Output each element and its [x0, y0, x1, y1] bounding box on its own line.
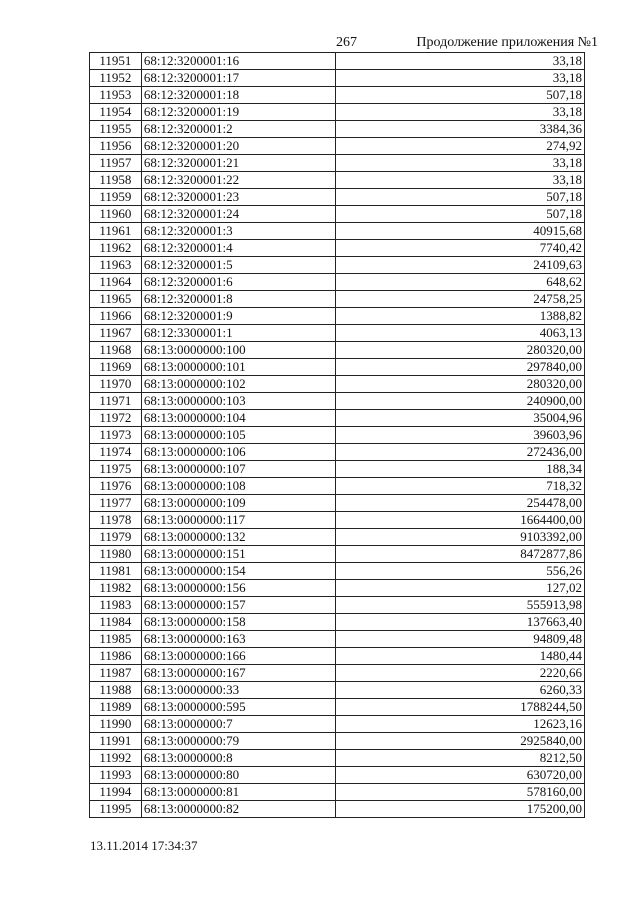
cadastral-number: 68:13:0000000:163: [141, 631, 335, 648]
cadastral-value: 2220,66: [335, 665, 584, 682]
cadastral-value: 35004,96: [335, 410, 584, 427]
row-number: 11975: [90, 461, 142, 478]
cadastral-value: 1664400,00: [335, 512, 584, 529]
cadastral-value: 272436,00: [335, 444, 584, 461]
cadastral-number: 68:12:3200001:3: [141, 223, 335, 240]
cadastral-value: 274,92: [335, 138, 584, 155]
cadastral-number: 68:13:0000000:101: [141, 359, 335, 376]
row-number: 11965: [90, 291, 142, 308]
table-row: [90, 682, 585, 699]
table-row: [90, 291, 585, 308]
cadastral-value: 555913,98: [335, 597, 584, 614]
table-row: [90, 410, 585, 427]
cadastral-number: 68:12:3200001:2: [141, 121, 335, 138]
cadastral-number: 68:12:3200001:17: [141, 70, 335, 87]
table-row: [90, 359, 585, 376]
cadastral-number: 68:13:0000000:81: [141, 784, 335, 801]
row-number: 11959: [90, 189, 142, 206]
cadastral-value: 507,18: [335, 206, 584, 223]
cadastral-number: 68:13:0000000:82: [141, 801, 335, 818]
cadastral-value: 24758,25: [335, 291, 584, 308]
table-row: [90, 53, 585, 70]
appendix-title: Продолжение приложения №1: [416, 35, 598, 50]
cadastral-number: 68:13:0000000:117: [141, 512, 335, 529]
cadastral-value: 33,18: [335, 70, 584, 87]
cadastral-number: 68:12:3200001:18: [141, 87, 335, 104]
row-number: 11972: [90, 410, 142, 427]
table-row: [90, 325, 585, 342]
table-row: [90, 342, 585, 359]
cadastral-number: 68:13:0000000:106: [141, 444, 335, 461]
row-number: 11989: [90, 699, 142, 716]
table-row: [90, 376, 585, 393]
cadastral-number: 68:13:0000000:132: [141, 529, 335, 546]
table-row: [90, 512, 585, 529]
row-number: 11954: [90, 104, 142, 121]
table-row: [90, 750, 585, 767]
row-number: 11963: [90, 257, 142, 274]
table-row: [90, 104, 585, 121]
cadastral-value: 297840,00: [335, 359, 584, 376]
table-row: [90, 546, 585, 563]
table-row: [90, 172, 585, 189]
row-number: 11978: [90, 512, 142, 529]
cadastral-number: 68:12:3200001:9: [141, 308, 335, 325]
row-number: 11995: [90, 801, 142, 818]
cadastral-value: 40915,68: [335, 223, 584, 240]
cadastral-value: 12623,16: [335, 716, 584, 733]
page-number: 267: [336, 35, 357, 50]
cadastral-number: 68:13:0000000:33: [141, 682, 335, 699]
table-row: [90, 274, 585, 291]
cadastral-number: 68:13:0000000:157: [141, 597, 335, 614]
row-number: 11955: [90, 121, 142, 138]
cadastral-number: 68:13:0000000:109: [141, 495, 335, 512]
row-number: 11984: [90, 614, 142, 631]
table-row: [90, 801, 585, 818]
cadastral-value: 33,18: [335, 53, 584, 70]
cadastral-value: 3384,36: [335, 121, 584, 138]
cadastral-number: 68:13:0000000:156: [141, 580, 335, 597]
cadastral-number: 68:13:0000000:80: [141, 767, 335, 784]
table-row: [90, 665, 585, 682]
table-row: [90, 631, 585, 648]
cadastral-value: 7740,42: [335, 240, 584, 257]
table-row: [90, 70, 585, 87]
cadastral-number: 68:12:3200001:24: [141, 206, 335, 223]
row-number: 11987: [90, 665, 142, 682]
cadastral-number: 68:12:3200001:16: [141, 53, 335, 70]
cadastral-value: 94809,48: [335, 631, 584, 648]
table-row: [90, 784, 585, 801]
row-number: 11952: [90, 70, 142, 87]
table-row: [90, 733, 585, 750]
cadastral-number: 68:12:3200001:22: [141, 172, 335, 189]
row-number: 11986: [90, 648, 142, 665]
row-number: 11966: [90, 308, 142, 325]
row-number: 11980: [90, 546, 142, 563]
table-row: [90, 393, 585, 410]
row-number: 11977: [90, 495, 142, 512]
row-number: 11968: [90, 342, 142, 359]
table-row: [90, 495, 585, 512]
row-number: 11970: [90, 376, 142, 393]
table-row: [90, 206, 585, 223]
table-row: [90, 240, 585, 257]
row-number: 11964: [90, 274, 142, 291]
cadastral-number: 68:12:3200001:4: [141, 240, 335, 257]
cadastral-number: 68:12:3200001:5: [141, 257, 335, 274]
cadastral-value: 280320,00: [335, 342, 584, 359]
table-row: [90, 223, 585, 240]
cadastral-number: 68:13:0000000:158: [141, 614, 335, 631]
row-number: 11982: [90, 580, 142, 597]
cadastral-number: 68:13:0000000:107: [141, 461, 335, 478]
table-row: [90, 121, 585, 138]
cadastral-value: 630720,00: [335, 767, 584, 784]
row-number: 11973: [90, 427, 142, 444]
cadastral-value: 254478,00: [335, 495, 584, 512]
row-number: 11992: [90, 750, 142, 767]
row-number: 11953: [90, 87, 142, 104]
table-row: [90, 614, 585, 631]
cadastral-number: 68:12:3200001:19: [141, 104, 335, 121]
cadastral-value: 1480,44: [335, 648, 584, 665]
cadastral-value: 718,32: [335, 478, 584, 495]
row-number: 11990: [90, 716, 142, 733]
table-row: [90, 189, 585, 206]
cadastral-number: 68:13:0000000:595: [141, 699, 335, 716]
cadastral-number: 68:12:3300001:1: [141, 325, 335, 342]
cadastral-value: 648,62: [335, 274, 584, 291]
table-row: [90, 699, 585, 716]
cadastral-number: 68:12:3200001:20: [141, 138, 335, 155]
table-row: [90, 461, 585, 478]
row-number: 11969: [90, 359, 142, 376]
row-number: 11951: [90, 53, 142, 70]
row-number: 11962: [90, 240, 142, 257]
row-number: 11988: [90, 682, 142, 699]
row-number: 11960: [90, 206, 142, 223]
cadastral-value: 8212,50: [335, 750, 584, 767]
cadastral-value: 1388,82: [335, 308, 584, 325]
cadastral-value: 9103392,00: [335, 529, 584, 546]
cadastral-number: 68:13:0000000:79: [141, 733, 335, 750]
cadastral-value: 556,26: [335, 563, 584, 580]
cadastral-value: 39603,96: [335, 427, 584, 444]
cadastral-value: 127,02: [335, 580, 584, 597]
row-number: 11981: [90, 563, 142, 580]
cadastral-number: 68:13:0000000:8: [141, 750, 335, 767]
table-row: [90, 478, 585, 495]
table-row: [90, 308, 585, 325]
table-row: [90, 563, 585, 580]
cadastral-value: 578160,00: [335, 784, 584, 801]
cadastral-number: 68:13:0000000:100: [141, 342, 335, 359]
row-number: 11979: [90, 529, 142, 546]
cadastral-number: 68:13:0000000:7: [141, 716, 335, 733]
cadastral-value: 188,34: [335, 461, 584, 478]
table-row: [90, 580, 585, 597]
row-number: 11961: [90, 223, 142, 240]
table-row: [90, 767, 585, 784]
cadastral-value-table: [89, 52, 585, 818]
cadastral-number: 68:12:3200001:23: [141, 189, 335, 206]
cadastral-value: 175200,00: [335, 801, 584, 818]
row-number: 11974: [90, 444, 142, 461]
cadastral-value: 137663,40: [335, 614, 584, 631]
cadastral-value: 4063,13: [335, 325, 584, 342]
table-row: [90, 87, 585, 104]
cadastral-value: 2925840,00: [335, 733, 584, 750]
row-number: 11958: [90, 172, 142, 189]
cadastral-number: 68:13:0000000:167: [141, 665, 335, 682]
table-row: [90, 648, 585, 665]
table-row: [90, 444, 585, 461]
cadastral-value: 24109,63: [335, 257, 584, 274]
cadastral-number: 68:13:0000000:104: [141, 410, 335, 427]
row-number: 11991: [90, 733, 142, 750]
row-number: 11983: [90, 597, 142, 614]
cadastral-number: 68:13:0000000:166: [141, 648, 335, 665]
cadastral-number: 68:13:0000000:108: [141, 478, 335, 495]
row-number: 11967: [90, 325, 142, 342]
cadastral-number: 68:13:0000000:103: [141, 393, 335, 410]
row-number: 11956: [90, 138, 142, 155]
cadastral-value: 6260,33: [335, 682, 584, 699]
cadastral-number: 68:13:0000000:105: [141, 427, 335, 444]
table-row: [90, 716, 585, 733]
table-row: [90, 257, 585, 274]
row-number: 11994: [90, 784, 142, 801]
table-row: [90, 138, 585, 155]
row-number: 11993: [90, 767, 142, 784]
cadastral-value: 280320,00: [335, 376, 584, 393]
cadastral-value: 507,18: [335, 189, 584, 206]
cadastral-value: 8472877,86: [335, 546, 584, 563]
cadastral-number: 68:12:3200001:6: [141, 274, 335, 291]
cadastral-value: 33,18: [335, 104, 584, 121]
table-row: [90, 529, 585, 546]
row-number: 11971: [90, 393, 142, 410]
table-body: [90, 53, 585, 818]
print-timestamp: 13.11.2014 17:34:37: [90, 838, 198, 853]
cadastral-number: 68:12:3200001:21: [141, 155, 335, 172]
cadastral-number: 68:12:3200001:8: [141, 291, 335, 308]
cadastral-value: 240900,00: [335, 393, 584, 410]
cadastral-value: 33,18: [335, 155, 584, 172]
table-row: [90, 427, 585, 444]
row-number: 11985: [90, 631, 142, 648]
cadastral-number: 68:13:0000000:102: [141, 376, 335, 393]
row-number: 11976: [90, 478, 142, 495]
cadastral-value: 507,18: [335, 87, 584, 104]
cadastral-number: 68:13:0000000:154: [141, 563, 335, 580]
cadastral-number: 68:13:0000000:151: [141, 546, 335, 563]
cadastral-value: 1788244,50: [335, 699, 584, 716]
table-row: [90, 155, 585, 172]
row-number: 11957: [90, 155, 142, 172]
table-row: [90, 597, 585, 614]
cadastral-value: 33,18: [335, 172, 584, 189]
